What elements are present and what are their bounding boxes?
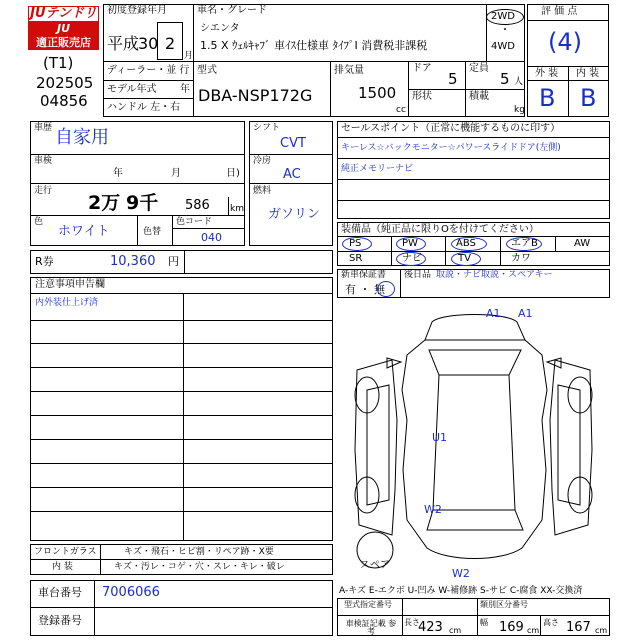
warranty-none-circle <box>377 281 395 297</box>
damage-mark-a1-left: A1 <box>486 307 501 320</box>
equip-aw: AW <box>574 238 591 249</box>
shift-label: シフト <box>253 123 281 133</box>
width-label: 幅 <box>480 618 488 627</box>
equip-navi: ナビ <box>402 253 422 264</box>
r-fee-label: R券 <box>35 255 54 268</box>
warranty-label: 新車保証書 <box>341 270 387 280</box>
model-type: DBA-NSP172G <box>198 86 313 105</box>
length-value: 423 <box>418 620 443 635</box>
first-reg-month: 2 <box>165 34 176 53</box>
car-grade: 1.5 X ｳｪﾙｷｬﾌﾞ 車ｲｽ仕様車 ﾀｲﾌﾟⅠ 消費税非課税 <box>200 39 428 52</box>
width-value: 169 <box>499 620 524 635</box>
equip-ps: PS <box>349 238 362 249</box>
capacity-label: 定員 <box>469 63 489 74</box>
equip-pw: PW <box>402 238 418 249</box>
logo-subtitle: 適正販売店 <box>28 36 99 50</box>
lot-number-2: 04856 <box>40 92 88 110</box>
first-reg-label: 初度登録年月 <box>107 5 167 16</box>
handle-label: ハンドル 左・右 <box>107 102 181 113</box>
aircon-label: 冷房 <box>253 156 272 166</box>
car-name: シエンタ <box>200 23 240 34</box>
color-code-label: 色コード <box>176 217 213 227</box>
fuel-label: 燃料 <box>253 186 272 196</box>
spare-tire-label: スペア <box>360 560 390 571</box>
r-fee-unit: 円 <box>168 255 179 268</box>
logo-ju-badge: JU <box>28 22 99 36</box>
damage-legend: A-キズ E-エクボ U-凹み W-補修跡 S-サビ C-腐食 XX-交換済 <box>339 586 583 596</box>
doors-label: ドア <box>412 63 432 74</box>
sales-point-1: キーレス☆バックモニター☆パワースライドドア(左側) <box>341 143 561 153</box>
equip-airbag: エアB <box>511 238 538 249</box>
notes-box <box>30 277 333 541</box>
exterior-score: B <box>539 84 556 112</box>
first-reg-era: 平成 <box>107 34 140 53</box>
capacity-unit: 人 <box>514 77 524 87</box>
inspection-day-unit: 日) <box>226 168 240 179</box>
dealer-label: ディーラー・並 行 <box>107 65 190 76</box>
equipment-label: 装備品（純正品に限りΟを付けてください） <box>341 224 539 235</box>
interior-score: B <box>580 84 597 112</box>
inspection-year-unit: 年 <box>113 168 123 179</box>
height-value: 167 <box>566 620 591 635</box>
usage: 自家用 <box>55 127 109 148</box>
drive-4wd: 4WD <box>491 41 515 52</box>
exterior-label: 外 装 <box>535 68 559 79</box>
color-changed-label: 色替 <box>143 227 162 237</box>
first-reg-month-unit: 月 <box>184 51 194 61</box>
r-fee-box <box>30 250 333 274</box>
category-label: 類別区分番号 <box>480 600 528 609</box>
color-code: 040 <box>201 231 222 244</box>
model-year-label: モデル年式 <box>107 84 157 95</box>
score-value: (4) <box>548 28 582 56</box>
notes-line-1: 内外装仕上げ済 <box>35 298 99 308</box>
mileage-a: 2万 <box>88 192 121 214</box>
registration-label: 登録番号 <box>38 614 82 627</box>
first-reg-year: 30 <box>138 34 159 53</box>
later-label: 後日品 <box>404 270 432 280</box>
interior-cond-label: 内 装 <box>52 562 73 572</box>
length-label: 長さ <box>404 618 420 627</box>
car-name-label: 車名・グレード <box>197 5 267 16</box>
displacement: 1500 <box>358 84 397 102</box>
mileage-c: 586 <box>185 198 210 213</box>
aircon: AC <box>283 167 301 182</box>
damage-mark-w2-side: W2 <box>424 503 442 516</box>
model-type-label: 型式 <box>197 65 217 76</box>
inspection-month-unit: 月 <box>171 168 181 179</box>
model-year-unit: 年 <box>180 84 190 95</box>
cert-ref-label: 車検証記載 参 考 <box>345 619 397 636</box>
shape-label: 形状 <box>412 91 432 102</box>
auction-logo: JUテンドリ <box>28 6 99 22</box>
lot-number-1: 202505 <box>36 74 94 92</box>
lot-code: (T1) <box>43 54 74 72</box>
chassis-number: 7006066 <box>102 585 160 600</box>
inspection-label: 車検 <box>34 156 53 166</box>
mileage-unit: km <box>230 204 244 214</box>
capacity: 5 <box>500 70 510 88</box>
width-unit: cm <box>527 626 540 635</box>
load-unit: kg <box>514 105 525 115</box>
shift: CVT <box>280 136 306 151</box>
length-unit: cm <box>449 626 462 635</box>
displacement-label: 排気量 <box>334 65 364 76</box>
usage-label: 車歴 <box>34 123 53 133</box>
color-label: 色 <box>34 217 44 227</box>
model-cert-label: 型式指定番号 <box>344 600 392 609</box>
height-unit: cm <box>595 626 608 635</box>
mileage-label: 走行 <box>34 186 53 196</box>
color: ホワイト <box>58 224 110 239</box>
warranty-value: 有 ・ 無 <box>345 283 385 296</box>
sales-points-label: セールスポイント（正常に機能するものに印す） <box>341 123 561 134</box>
front-glass: キズ・飛石・ヒビ割・リペア跡・X要 <box>124 547 274 557</box>
damage-mark-u1: U1 <box>432 431 448 444</box>
displacement-unit: cc <box>396 105 406 115</box>
equip-abs: ABS <box>456 238 476 249</box>
interior-cond: キズ・汚レ・コゲ・穴・スレ・キレ・破レ <box>114 562 285 572</box>
load-label: 積載 <box>469 91 489 102</box>
later-items: 取説・ナビ取説・スペアキー <box>436 270 553 280</box>
r-fee: 10,360 <box>110 254 156 269</box>
equip-tv: TV <box>458 253 471 264</box>
notes-label: 注意事項申告欄 <box>35 279 105 290</box>
mileage-b: 9千 <box>126 192 159 214</box>
height-label: 高さ <box>543 618 559 627</box>
chassis-label: 車台番号 <box>38 586 82 599</box>
drive-2wd: 2WD <box>491 11 515 22</box>
score-label: 評 価 点 <box>541 6 578 17</box>
interior-label: 内 装 <box>576 68 600 79</box>
sales-point-2: 純正メモリーナビ <box>341 164 414 174</box>
damage-mark-w2-rear: W2 <box>452 567 470 580</box>
drive-sep: ・ <box>500 25 510 36</box>
equip-sr: SR <box>349 253 363 264</box>
front-glass-label: フロントガラス <box>34 547 97 557</box>
equip-leather: カワ <box>511 253 531 264</box>
fuel: ガソリン <box>268 207 321 222</box>
doors: 5 <box>448 70 458 88</box>
car-body-diagram <box>337 300 610 580</box>
damage-mark-a1-right: A1 <box>518 307 533 320</box>
